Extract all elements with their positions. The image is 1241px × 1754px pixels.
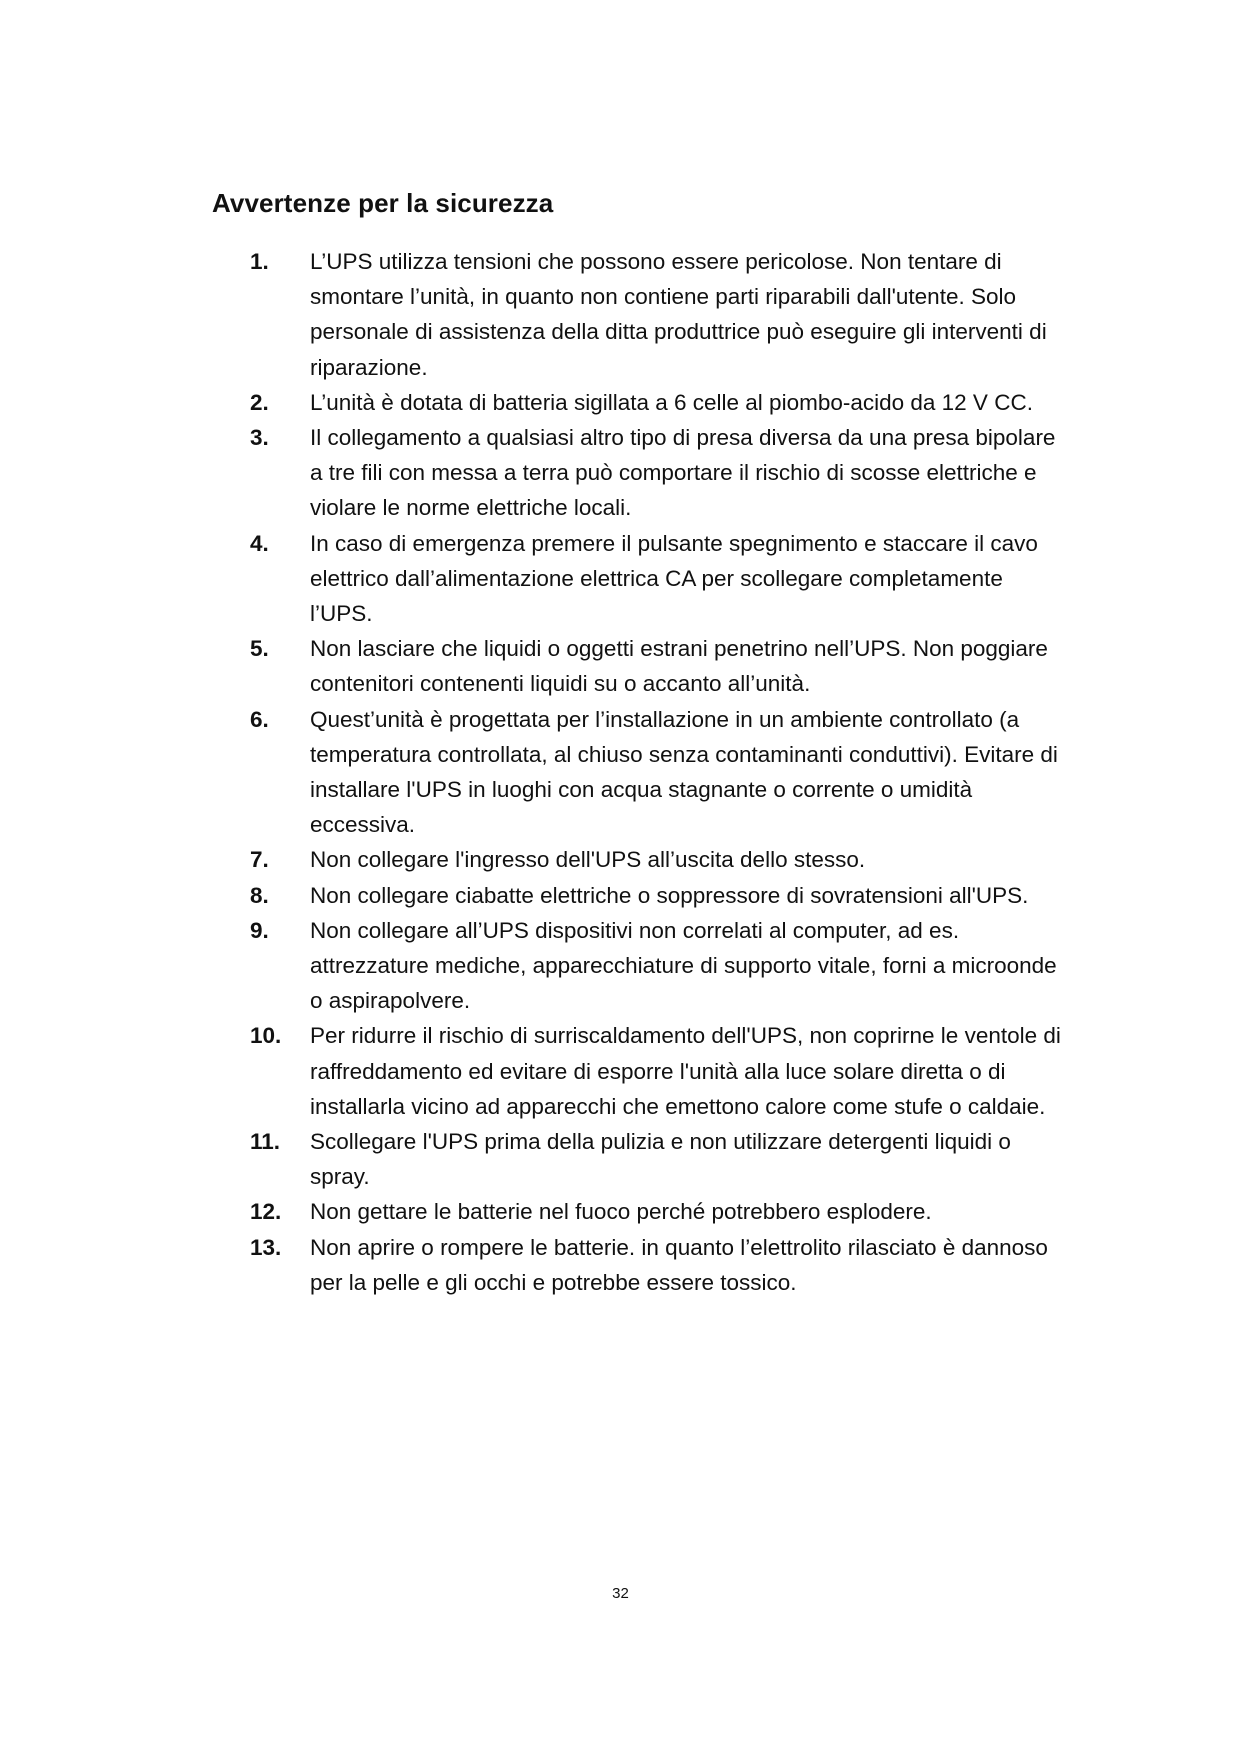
item-number: 8.	[250, 882, 269, 908]
item-text: Non lasciare che liquidi o oggetti estrani penetrino nell’UPS. Non poggiare contenitori contenenti liquidi su o accanto all’unità.	[310, 636, 1048, 697]
item-number: 3.	[250, 425, 269, 451]
item-number: 10.	[250, 1023, 282, 1049]
item-text: Il collegamento a qualsiasi altro tipo di presa diversa da una presa bipolare a tre fili con messa a terra può comportare il rischio di scosse elettriche e violare le norme elettriche locali.	[310, 425, 1056, 521]
warning-item-1	[250, 244, 1070, 385]
item-text: L’unità è dotata di batteria sigillata a 6 celle al piombo-acido da 12 V CC.	[310, 389, 1033, 415]
item-text: Non aprire o rompere le batterie. in quanto l’elettrolito rilasciato è dannoso per la pelle e gli occhi e potrebbe essere tossico.	[310, 1234, 1048, 1295]
item-text: Scollegare l'UPS prima della pulizia e non utilizzare detergenti liquidi o spray.	[310, 1129, 1011, 1190]
warning-item-13	[250, 1230, 1070, 1300]
item-number: 9.	[250, 917, 269, 943]
warning-item-12	[250, 1194, 1070, 1229]
warning-item-6	[250, 702, 1070, 843]
item-number: 12.	[250, 1199, 282, 1225]
item-number: 5.	[250, 636, 269, 662]
item-text: Non collegare ciabatte elettriche o soppressore di sovratensioni all'UPS.	[310, 882, 1029, 908]
warning-item-10	[250, 1018, 1070, 1124]
warning-item-9	[250, 913, 1070, 1019]
warning-item-5	[250, 631, 1070, 701]
warning-item-11	[250, 1124, 1070, 1194]
item-text: L’UPS utilizza tensioni che possono essere pericolose. Non tentare di smontare l’unità, in quanto non contiene parti riparabili dall'utente. Solo personale di assistenza della ditta produttrice può eseguire gli interventi di riparazione.	[310, 249, 1047, 380]
item-number: 4.	[250, 530, 269, 556]
item-number: 1.	[250, 249, 269, 274]
item-text: Per ridurre il rischio di surriscaldamento dell'UPS, non coprirne le ventole di raffreddamento ed evitare di esporre l'unità alla luce solare diretta o di installarla vicino ad apparecchi che emettono calore come stufe o caldaie.	[310, 1023, 1061, 1119]
warning-item-2	[250, 385, 1070, 420]
item-number: 13.	[250, 1234, 282, 1260]
item-number: 11.	[250, 1129, 281, 1155]
warning-item-8	[250, 878, 1070, 913]
item-text: Non collegare l'ingresso dell'UPS all’uscita dello stesso.	[310, 847, 866, 873]
warning-item-4	[250, 526, 1070, 632]
item-text: Quest’unità è progettata per l’installazione in un ambiente controllato (a temperatura controllata, al chiuso senza contaminanti conduttivi). Evitare di installare l'UPS in luoghi con acqua stagnante o corrente o umidità eccessiva.	[310, 706, 1058, 838]
warning-item-7	[250, 842, 1070, 877]
page-number: 32	[612, 1585, 629, 1602]
item-number: 7.	[250, 847, 269, 873]
page-title: Avvertenze per la sicurezza	[212, 188, 554, 218]
warning-item-3	[250, 420, 1070, 526]
item-number: 6.	[250, 706, 269, 732]
item-number: 2.	[250, 389, 269, 415]
safety-warning-list	[250, 244, 1070, 1300]
item-text: Non gettare le batterie nel fuoco perché potrebbero esplodere.	[310, 1199, 932, 1225]
item-text: In caso di emergenza premere il pulsante spegnimento e staccare il cavo elettrico dall’alimentazione elettrica CA per scollegare completamente l’UPS.	[310, 530, 1038, 627]
item-text: Non collegare all’UPS dispositivi non correlati al computer, ad es. attrezzature mediche, apparecchiature di supporto vitale, forni a microonde o aspirapolvere.	[310, 917, 1057, 1014]
